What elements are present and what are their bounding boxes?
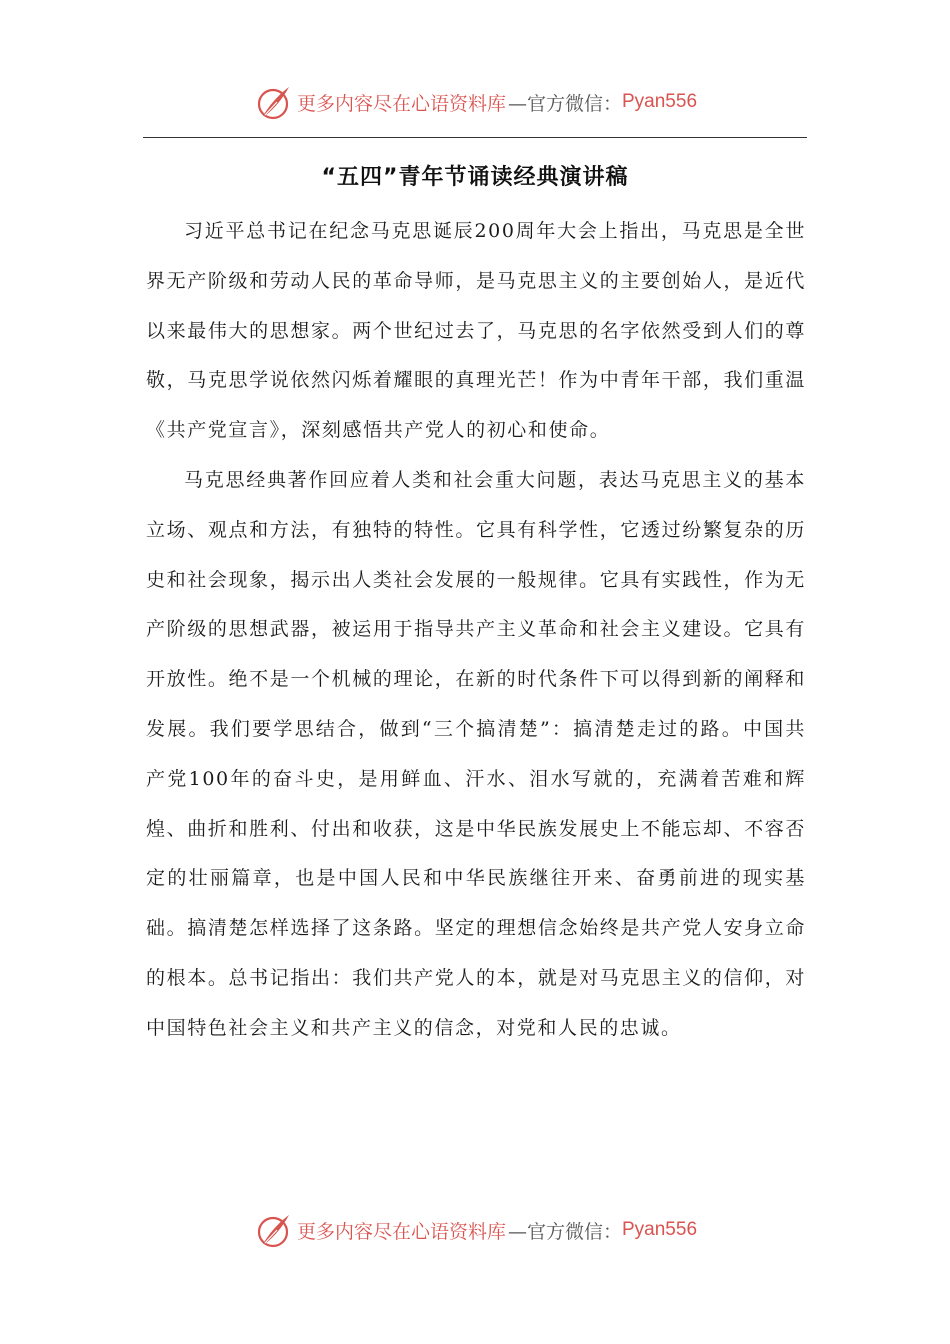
paragraph-1: 习近平总书记在纪念马克思诞辰200周年大会上指出，马克思是全世界无产阶级和劳动人民的革命导师，是马克思主义的主要创始人，是近代以来最伟大的思想家。两个世纪过去了，马克思的名字依然受到人们的尊敬，马克思学说依然闪烁着耀眼的真理光芒！作为中青年干部，我们重温《共产党宣言》，深刻感悟共产党人的初心和使命。 <box>146 220 806 442</box>
footer-wechat-id: Pyan556 <box>622 1219 698 1240</box>
document-title: “五四”青年节诵读经典演讲稿 <box>321 165 629 190</box>
article-body <box>146 207 806 1054</box>
paragraph-2: 马克思经典著作回应着人类和社会重大问题，表达马克思主义的基本立场、观点和方法，有独特的特性。它具有科学性，它透过纷繁复杂的历史和社会现象，揭示出人类社会发展的一般规律。它具有实践性，作为无产阶级的思想武器，被运用于指导共产主义革命和社会主义建设。它具有开放性。绝不是一个机械的理论，在新的时代条件下可以得到新的阐释和发展。我们要学思结合，做到“三个搞清楚”：搞清楚走过的路。中国共产党100年的奋斗史，是用鲜血、汗水、泪水写就的，充满着苦难和辉煌、曲折和胜利、付出和收获，这是中华民族发展史上不能忘却、不容否定的壮丽篇章，也是中国人民和中华民族继往开来、奋勇前进的现实基础。搞清楚怎样选择了这条路。坚定的理想信念始终是共产党人安身立命的根本。总书记指出：我们共产党人的本，就是对马克思主义的信仰，对中国特色社会主义和共产主义的信念，对党和人民的忠诚。 <box>146 468 806 1039</box>
header-divider <box>143 137 807 138</box>
quill-pen-logo-icon <box>253 82 293 122</box>
banner-official-label: —官方微信： <box>507 92 622 115</box>
banner-main-text: 更多内容尽在心语资料库 <box>296 92 506 115</box>
footer-banner <box>0 1208 950 1252</box>
quill-pen-logo-icon <box>253 1210 293 1250</box>
footer-official-label: —官方微信： <box>507 1220 622 1243</box>
footer-main-text: 更多内容尽在心语资料库 <box>296 1220 506 1243</box>
banner-wechat-id: Pyan556 <box>622 91 698 112</box>
header-banner <box>0 80 950 124</box>
